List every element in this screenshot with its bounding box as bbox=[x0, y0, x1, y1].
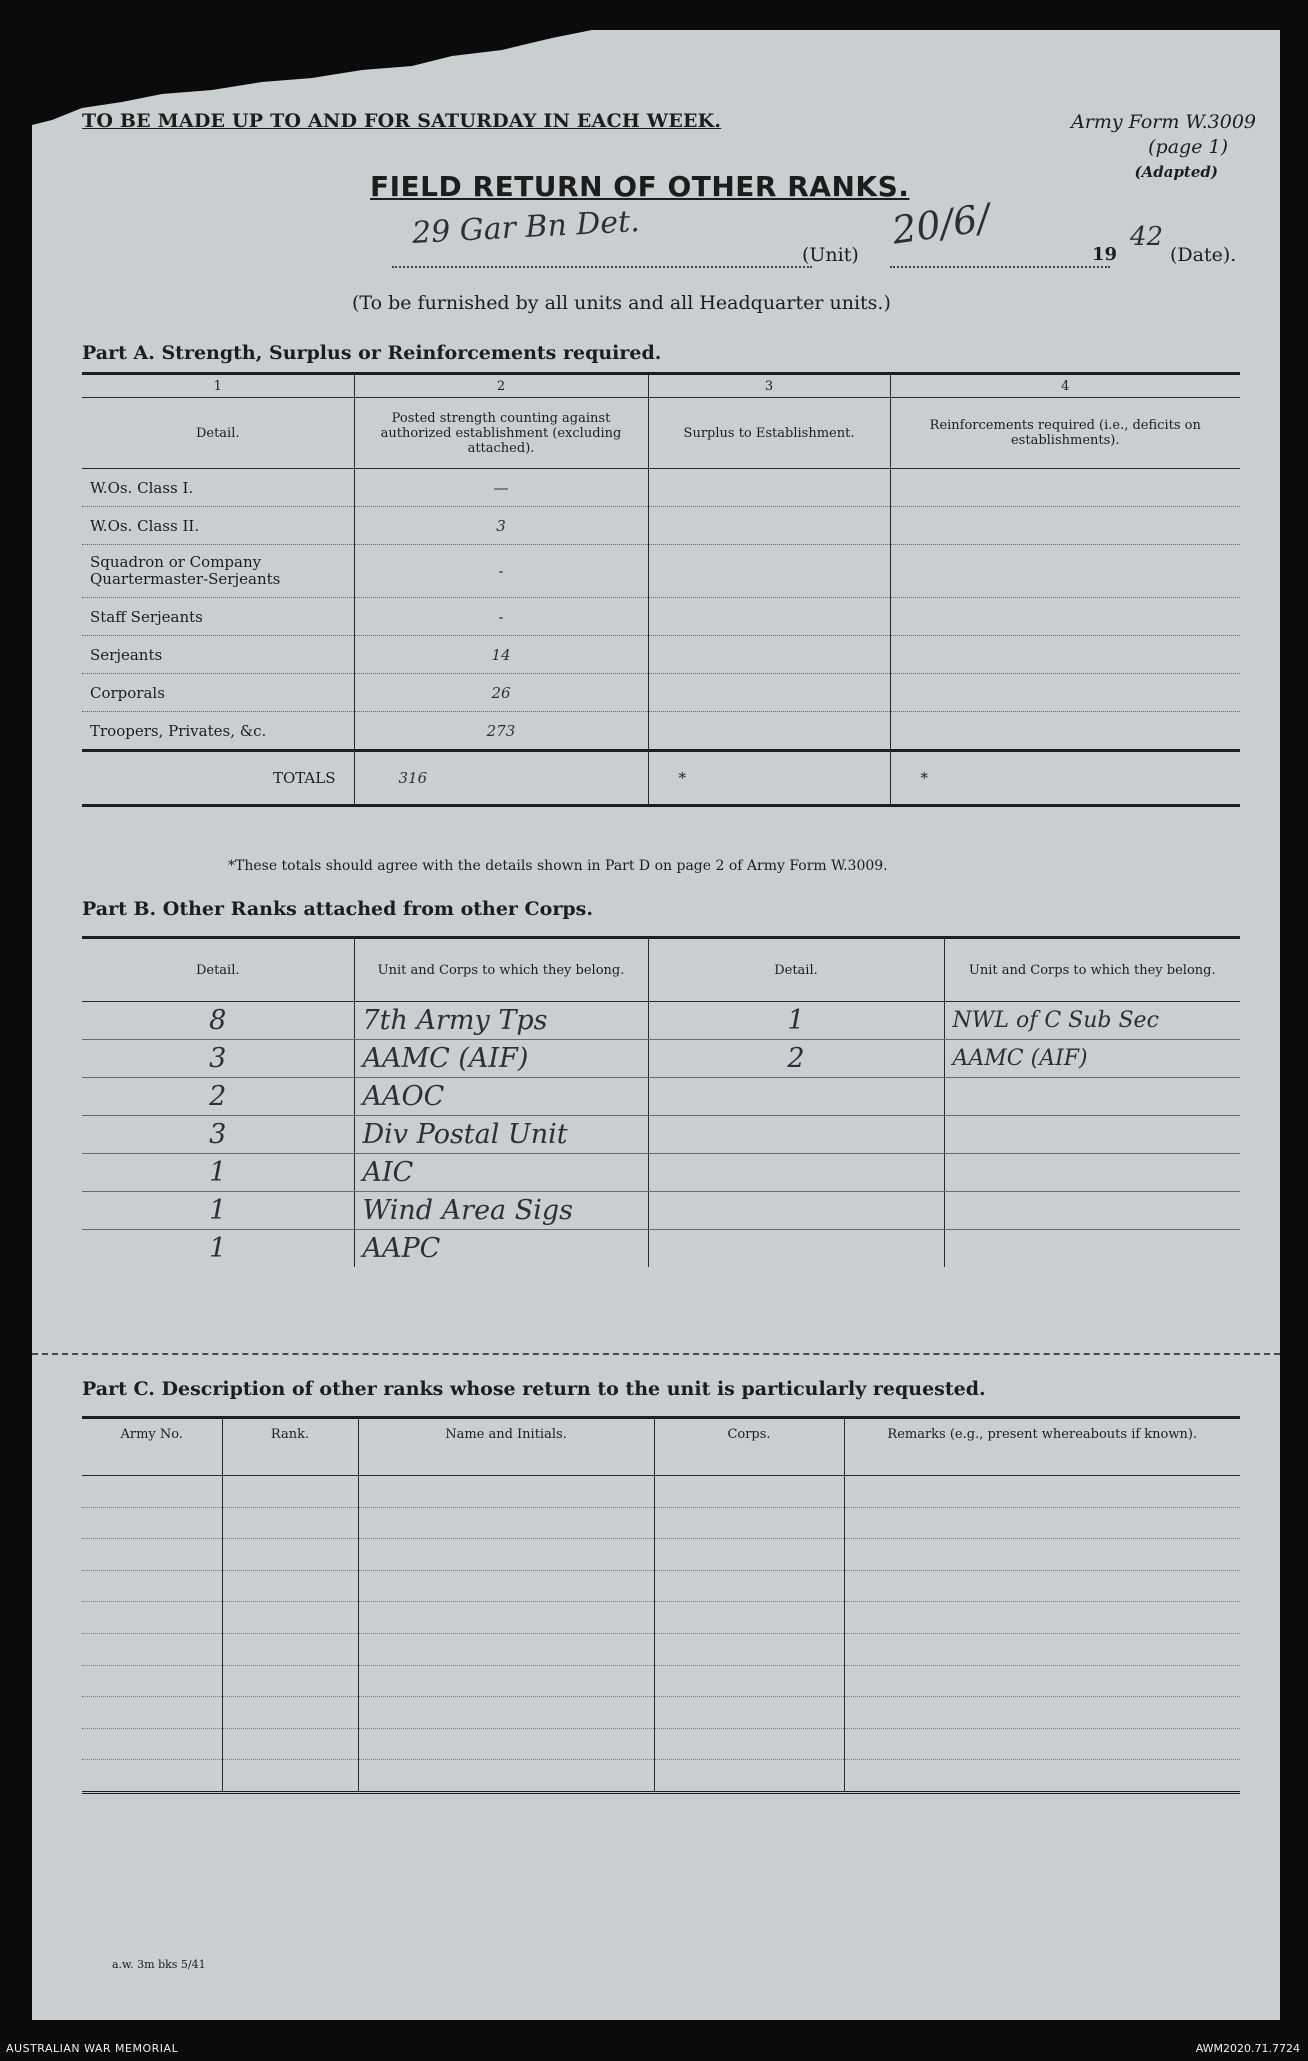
detail-count: 1 bbox=[648, 1002, 944, 1040]
col-number: 2 bbox=[354, 374, 648, 398]
column-header: Detail. bbox=[648, 938, 944, 1002]
unit-corps bbox=[944, 1116, 1240, 1154]
col-number: 3 bbox=[648, 374, 890, 398]
column-header: Remarks (e.g., present whereabouts if known). bbox=[844, 1418, 1240, 1476]
form-sheet bbox=[32, 30, 1280, 2020]
table-row bbox=[82, 1665, 1240, 1697]
empty-cell bbox=[358, 1507, 654, 1539]
empty-cell bbox=[654, 1697, 844, 1729]
empty-cell bbox=[222, 1665, 358, 1697]
empty-cell bbox=[358, 1570, 654, 1602]
table-row bbox=[82, 1602, 1240, 1634]
row-label: Troopers, Privates, &c. bbox=[82, 712, 354, 751]
empty-cell bbox=[82, 1665, 222, 1697]
year-prefix: 19 bbox=[1092, 244, 1118, 265]
column-header: Corps. bbox=[654, 1418, 844, 1476]
empty-cell bbox=[82, 1697, 222, 1729]
unit-corps: AAMC (AIF) bbox=[944, 1040, 1240, 1078]
row-label: W.Os. Class I. bbox=[82, 469, 354, 507]
totals-value: 316 bbox=[354, 751, 648, 806]
empty-cell bbox=[222, 1633, 358, 1665]
table-row bbox=[82, 1476, 1240, 1508]
detail-count: 1 bbox=[82, 1154, 354, 1192]
strength-value: - bbox=[354, 598, 648, 636]
furnish-note: (To be furnished by all units and all Headquarter units.) bbox=[352, 292, 891, 314]
empty-cell bbox=[358, 1697, 654, 1729]
row-label: Staff Serjeants bbox=[82, 598, 354, 636]
unit-corps bbox=[944, 1154, 1240, 1192]
unit-corps: Div Postal Unit bbox=[354, 1116, 648, 1154]
row-label: Serjeants bbox=[82, 636, 354, 674]
empty-cell bbox=[358, 1760, 654, 1793]
unit-corps: AIC bbox=[354, 1154, 648, 1192]
row-label: W.Os. Class II. bbox=[82, 507, 354, 545]
table-row bbox=[82, 1697, 1240, 1729]
form-reference bbox=[1071, 110, 1256, 185]
empty-cell bbox=[844, 1602, 1240, 1634]
unit-corps bbox=[944, 1078, 1240, 1116]
table-row bbox=[82, 1507, 1240, 1539]
year-handwritten: 42 bbox=[1130, 222, 1164, 252]
totals-star: * bbox=[648, 751, 890, 806]
detail-count: 2 bbox=[82, 1078, 354, 1116]
table-row bbox=[82, 1539, 1240, 1571]
top-instruction: TO BE MADE UP TO AND FOR SATURDAY IN EACH WEEK. bbox=[82, 110, 722, 132]
totals-star: * bbox=[890, 751, 1240, 806]
empty-cell bbox=[222, 1507, 358, 1539]
empty-cell bbox=[844, 1539, 1240, 1571]
empty-cell bbox=[358, 1539, 654, 1571]
empty-cell bbox=[844, 1728, 1240, 1760]
table-row bbox=[82, 1760, 1240, 1793]
part-a-title: Part A. Strength, Surplus or Reinforcements required. bbox=[82, 342, 662, 364]
detail-count: 1 bbox=[82, 1192, 354, 1230]
strength-value: 273 bbox=[354, 712, 648, 751]
column-header: Posted strength counting against authorized establishment (excluding attached). bbox=[354, 398, 648, 469]
empty-cell bbox=[654, 1633, 844, 1665]
empty-cell bbox=[654, 1665, 844, 1697]
empty-cell bbox=[654, 1539, 844, 1571]
table-row bbox=[82, 1728, 1240, 1760]
strength-value: — bbox=[354, 469, 648, 507]
empty-cell bbox=[358, 1476, 654, 1508]
empty-cell bbox=[654, 1476, 844, 1508]
detail-count bbox=[648, 1078, 944, 1116]
date-handwritten: 20/6/ bbox=[889, 195, 993, 253]
column-header: Rank. bbox=[222, 1418, 358, 1476]
column-header: Unit and Corps to which they belong. bbox=[944, 938, 1240, 1002]
empty-cell bbox=[654, 1570, 844, 1602]
unit-corps bbox=[944, 1230, 1240, 1268]
form-page: (page 1) bbox=[1148, 136, 1228, 158]
detail-count: 8 bbox=[82, 1002, 354, 1040]
empty-cell bbox=[82, 1507, 222, 1539]
strength-value: 26 bbox=[354, 674, 648, 712]
empty-cell bbox=[844, 1633, 1240, 1665]
form-adapted: (Adapted) bbox=[1134, 163, 1218, 181]
unit-corps: AAMC (AIF) bbox=[354, 1040, 648, 1078]
column-header: Reinforcements required (i.e., deficits on establishments). bbox=[890, 398, 1240, 469]
empty-cell bbox=[844, 1665, 1240, 1697]
empty-cell bbox=[654, 1728, 844, 1760]
unit-corps: AAPC bbox=[354, 1230, 648, 1268]
strength-value: 14 bbox=[354, 636, 648, 674]
part-a-table bbox=[82, 372, 1240, 807]
empty-cell bbox=[844, 1570, 1240, 1602]
archive-id: AWM2020.71.7724 bbox=[1195, 2042, 1300, 2055]
perforation-line bbox=[32, 1353, 1280, 1355]
empty-cell bbox=[222, 1728, 358, 1760]
part-b-table bbox=[82, 936, 1240, 1267]
date-label: (Date). bbox=[1170, 244, 1237, 266]
column-header: Detail. bbox=[82, 398, 354, 469]
empty-cell bbox=[844, 1507, 1240, 1539]
form-number: Army Form W.3009 bbox=[1071, 111, 1256, 133]
empty-cell bbox=[222, 1570, 358, 1602]
part-c-table bbox=[82, 1416, 1240, 1794]
empty-cell bbox=[82, 1728, 222, 1760]
empty-cell bbox=[82, 1570, 222, 1602]
empty-cell bbox=[358, 1602, 654, 1634]
unit-handwritten: 29 Gar Bn Det. bbox=[411, 204, 641, 251]
empty-cell bbox=[654, 1760, 844, 1793]
print-code: a.w. 3m bks 5/41 bbox=[112, 1958, 206, 1971]
empty-cell bbox=[222, 1539, 358, 1571]
table-row bbox=[82, 1633, 1240, 1665]
empty-cell bbox=[358, 1728, 654, 1760]
empty-cell bbox=[82, 1633, 222, 1665]
detail-count bbox=[648, 1116, 944, 1154]
part-b-title: Part B. Other Ranks attached from other Corps. bbox=[82, 898, 593, 920]
detail-count: 3 bbox=[82, 1116, 354, 1154]
empty-cell bbox=[82, 1602, 222, 1634]
unit-corps bbox=[944, 1192, 1240, 1230]
strength-value: - bbox=[354, 545, 648, 598]
part-c-rows bbox=[82, 1476, 1240, 1793]
empty-cell bbox=[844, 1760, 1240, 1793]
table-row bbox=[82, 1570, 1240, 1602]
unit-corps: 7th Army Tps bbox=[354, 1002, 648, 1040]
column-header: Surplus to Establishment. bbox=[648, 398, 890, 469]
empty-cell bbox=[358, 1633, 654, 1665]
empty-cell bbox=[82, 1476, 222, 1508]
row-label: Squadron or Company Quartermaster-Serjeants bbox=[82, 545, 354, 598]
detail-count: 2 bbox=[648, 1040, 944, 1078]
column-header: Unit and Corps to which they belong. bbox=[354, 938, 648, 1002]
empty-cell bbox=[358, 1665, 654, 1697]
empty-cell bbox=[222, 1476, 358, 1508]
row-label: Corporals bbox=[82, 674, 354, 712]
detail-count: 3 bbox=[82, 1040, 354, 1078]
empty-cell bbox=[844, 1476, 1240, 1508]
empty-cell bbox=[82, 1760, 222, 1793]
empty-cell bbox=[222, 1697, 358, 1729]
unit-corps: AAOC bbox=[354, 1078, 648, 1116]
empty-cell bbox=[222, 1602, 358, 1634]
archive-caption: AUSTRALIAN WAR MEMORIAL bbox=[6, 2042, 179, 2055]
col-number: 1 bbox=[82, 374, 354, 398]
detail-count: 1 bbox=[209, 1233, 227, 1264]
detail-count bbox=[648, 1154, 944, 1192]
unit-label: (Unit) bbox=[802, 244, 859, 266]
column-header: Detail. bbox=[82, 938, 354, 1002]
strength-value: 3 bbox=[354, 507, 648, 545]
column-header: Army No. bbox=[82, 1418, 222, 1476]
empty-cell bbox=[654, 1602, 844, 1634]
detail-count bbox=[648, 1230, 944, 1268]
totals-label: TOTALS bbox=[82, 751, 354, 806]
empty-cell bbox=[82, 1539, 222, 1571]
empty-cell bbox=[654, 1507, 844, 1539]
part-c-title: Part C. Description of other ranks whose return to the unit is particularly requested. bbox=[82, 1378, 986, 1400]
detail-count bbox=[648, 1192, 944, 1230]
empty-cell bbox=[222, 1760, 358, 1793]
col-number: 4 bbox=[890, 374, 1240, 398]
empty-cell bbox=[844, 1697, 1240, 1729]
column-header: Name and Initials. bbox=[358, 1418, 654, 1476]
part-a-footnote: *These totals should agree with the details shown in Part D on page 2 of Army Form W.3009. bbox=[228, 858, 888, 874]
unit-corps: NWL of C Sub Sec bbox=[944, 1002, 1240, 1040]
unit-corps: Wind Area Sigs bbox=[354, 1192, 648, 1230]
page-title: FIELD RETURN OF OTHER RANKS. bbox=[370, 170, 910, 203]
